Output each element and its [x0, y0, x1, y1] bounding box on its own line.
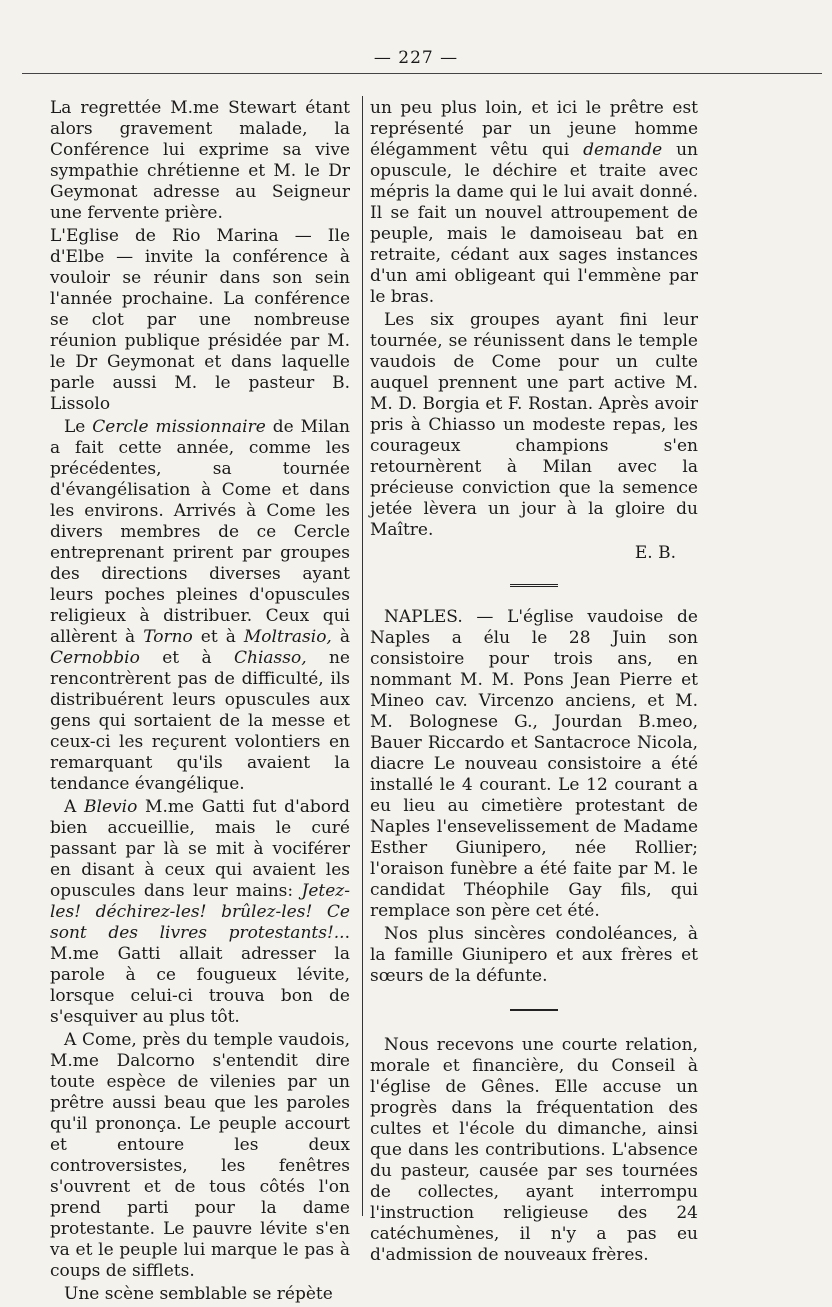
paragraph-condoleances: Nos plus sincères condoléances, à la famille Giunipero et aux frères et sœurs de la défunte. [370, 924, 698, 986]
section-separator [510, 584, 558, 587]
section-separator-2 [510, 1009, 558, 1011]
paragraph-blevio: A Blevio M.me Gatti fut d'abord bien accueillie, mais le curé passant par là se mit à vociférer en disant à ceux qui avaient les opuscules dans leur mains: Jetez-les! déchirez-les! brûlez-les! Ce sont des livres protestants!... M.me Gatti allait adresser la parole à ce fougueux lévite, lorsque celui-ci trouva bon de s'esquiver au plus tôt. [50, 797, 350, 1027]
left-column [50, 98, 350, 1307]
column-divider [362, 96, 363, 1216]
paragraph-stewart: La regrettée M.me Stewart étant alors gravement malade, la Conférence lui exprime sa vive sympathie chrétienne et M. le Dr Geymonat adresse au Seigneur une fervente prière. [50, 98, 350, 223]
paragraph-come: A Come, près du temple vaudois, M.me Dalcorno s'entendit dire toute espèce de vilenies par un prêtre aussi beau que les paroles qu'il prononça. Le peuple accourt et entoure les deux controversistes, les fenêtres s'ouvrent et de tous côtés l'on prend parti pour la dame protestante. Le pauvre lévite s'en va et le peuple lui marque le pas à coups de sifflets. [50, 1030, 350, 1281]
paragraph-rio-marina: L'Eglise de Rio Marina — Ile d'Elbe — invite la conférence à vouloir se réunir dans son sein l'année prochaine. La conférence se clot par une nombreuse réunion publique présidée par M. le Dr Geymonat et dans laquelle parle aussi M. le pasteur B. Lissolo [50, 226, 350, 414]
page-number: — 227 — [373, 48, 459, 68]
paragraph-continued: un peu plus loin, et ici le prêtre est représenté par un jeune homme élégamment vêtu qui demande un opuscule, le déchire et traite avec mépris la dame qui le lui avait donné. Il se fait un nouvel attroupement de peuple, mais le damoiseau bat en retraite, cédant aux sages instances d'un ami obligeant qui l'emmène par le bras. [370, 98, 698, 307]
paragraph-naples: NAPLES. — L'église vaudoise de Naples a élu le 28 Juin son consistoire pour trois ans, en nommant M. M. Pons Jean Pierre et Mineo cav. Vircenzo anciens, et M. M. Bolognese G., Jourdan B.meo, Bauer Riccardo et Santacroce Nicola, diacre Le nouveau consistoire a été installé le 4 courant. Le 12 courant a eu lieu au cimetière protestant de Naples l'ensevelissement de Madame Esther Giunipero, née Rollier; l'oraison funèbre a été faite par M. le candidat Théophile Gay fils, qui remplace son père cet été. [370, 607, 698, 921]
paragraph-six-groupes: Les six groupes ayant fini leur tournée, se réunissent dans le temple vaudois de Come pour un culte auquel prennent une part active M. M. D. Borgia et F. Rostan. Après avoir pris à Chiasso un modeste repas, les courageux champions s'en retournèrent à Milan avec la précieuse conviction que la semence jetée lèvera un jour à la gloire du Maître. [370, 310, 698, 540]
paragraph-cercle-missionnaire: Le Cercle missionnaire de Milan a fait cette année, comme les précédentes, sa tournée d'évangélisation à Come et dans les environs. Arrivés à Come les divers membres de ce Cercle entreprenant prirent par groupes des directions diverses ayant leurs poches pleines d'opuscules religieux à distribuer. Ceux qui allèrent à Torno et à Moltrasio, à Cernobbio et à Chiasso, ne rencontrèrent pas de difficulté, ils distribuérent leurs opuscules aux gens qui sortaient de la messe et ceux-ci les reçurent volontiers en remarquant qu'ils avaient la tendance évangélique. [50, 417, 350, 794]
paragraph-scene: Une scène semblable se répète [64, 1284, 333, 1304]
right-column [370, 98, 698, 1268]
paragraph-genes: Nous recevons une courte relation, morale et financière, du Conseil à l'église de Gênes. Elle accuse un progrès dans la fréquentation des cultes et l'école du dimanche, ainsi que dans les contributions. L'absence du pasteur, causée par ses tournées de collectes, ayant interrompu l'instruction religieuse des 24 catéchumènes, il n'y a pas eu d'admission de nouveaux frères. [370, 1035, 698, 1265]
header-rule [22, 73, 822, 74]
signature: E. B. [634, 543, 676, 563]
